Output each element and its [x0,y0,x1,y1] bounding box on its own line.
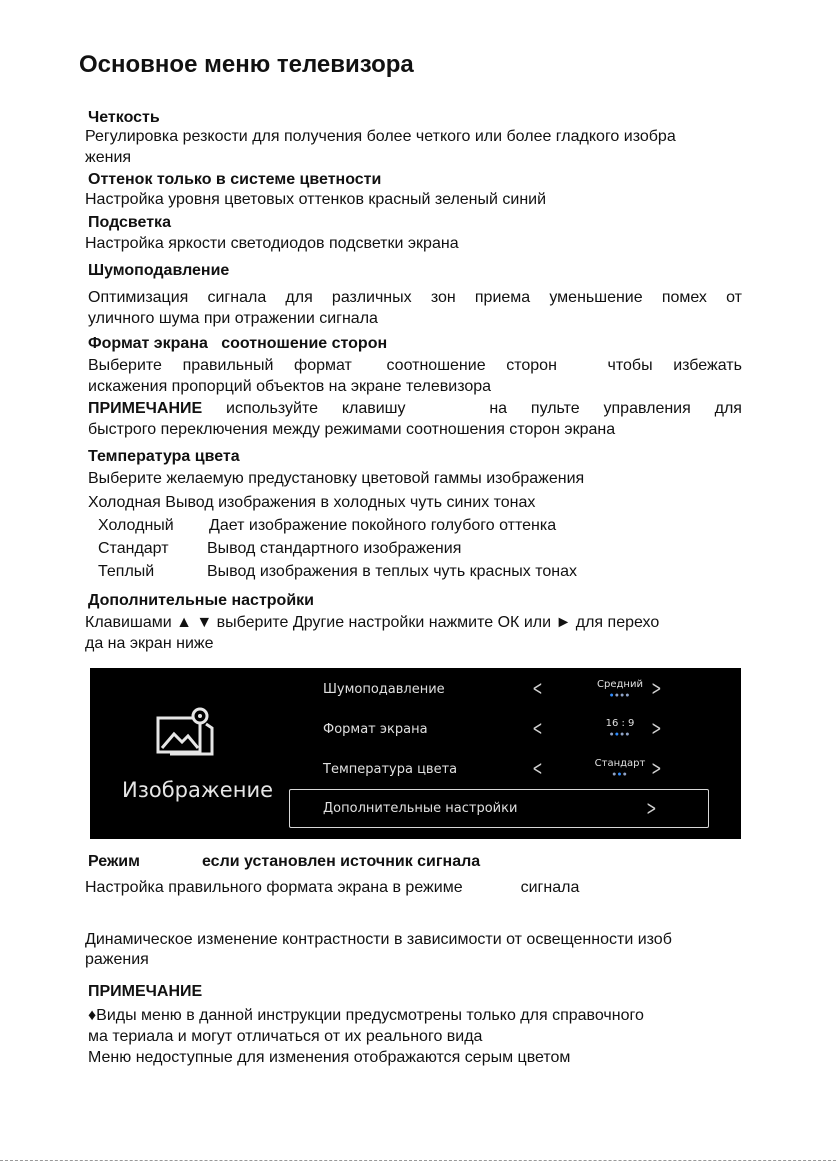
picture-icon [156,706,214,756]
advanced-text: Клавишами ▲ ▼ выберите Другие настройки нажмите ОК или ► для перехо [85,614,660,631]
aspect-note: ПРИМЕЧАНИЕ используйте клавишу на пульте управления для [88,400,742,417]
chevron-right-icon[interactable]: > [651,756,662,780]
page-edge-divider [0,1160,836,1162]
sharpness-heading: Четкость [88,109,160,126]
mode-heading: Режим если установлен источник сигнала [88,853,481,870]
chevron-left-icon[interactable]: < [532,676,543,700]
noise-text: Оптимизация сигнала для различных зон приема уменьшение помех от [88,289,742,306]
aspect-note-2: быстрого переключения между режимами соотношения сторон экрана [88,421,616,438]
backlight-text: Настройка яркости светодиодов подсветки экрана [85,235,459,252]
color-temp-option-standard-desc: Вывод стандартного изображения [207,540,462,557]
tv-menu-row-noise-label[interactable]: Шумоподавление [323,682,445,697]
value-indicator-dots: ●●●● [609,731,631,738]
color-temp-option-warm-desc: Вывод изображения в теплых чуть красных тонах [207,563,577,580]
advanced-text-2: да на экран ниже [85,635,214,652]
note-text-2: ма териала и могут отличаться от их реального вида [88,1028,483,1045]
tv-menu-row-temp-value: Стандарт [594,758,646,769]
sharpness-text: Регулировка резкости для получения более четкого или более гладкого изобра [85,128,676,145]
dynamic-text-2: ражения [85,951,149,968]
color-temp-text-2: Холодная Вывод изображения в холодных чуть синих тонах [88,494,536,511]
color-temp-heading: Температура цвета [88,448,240,465]
note-text: ♦Виды меню в данной инструкции предусмотрены только для справочного [88,1007,644,1024]
color-temp-option-cold-desc: Дает изображение покойного голубого оттенка [209,517,557,534]
noise-text-2: уличного шума при отражении сигнала [88,310,378,327]
tv-menu-advanced-label: Дополнительные настройки [323,801,518,816]
tint-text: Настройка уровня цветовых оттенков красный зеленый синий [85,191,547,208]
dynamic-text: Динамическое изменение контрастности в зависимости от освещенности изоб [85,931,672,948]
tv-menu-advanced-button[interactable] [289,789,709,828]
color-temp-text: Выберите желаемую предустановку цветовой гаммы изображения [88,470,585,487]
color-temp-option-cold: Холодный [98,517,174,534]
note-text-3: Меню недоступные для изменения отображаются серым цветом [88,1049,571,1066]
value-indicator-dots: ●●● [612,771,628,778]
aspect-heading: Формат экрана соотношение сторон [88,335,388,352]
tv-menu-row-aspect-value: 16 : 9 [605,718,635,729]
aspect-text-2: искажения пропорций объектов на экране телевизора [88,378,492,395]
tv-menu-row-noise-value: Средний [597,679,643,690]
note-heading: ПРИМЕЧАНИЕ [88,983,203,1000]
noise-heading: Шумоподавление [88,262,230,279]
chevron-right-icon[interactable]: > [651,716,662,740]
chevron-right-icon: > [646,796,657,820]
tint-heading: Оттенок только в системе цветности [88,171,382,188]
color-temp-option-standard: Стандарт [98,540,169,557]
backlight-heading: Подсветка [88,214,171,231]
aspect-text: Выберите правильный формат соотношение сторон чтобы избежать [88,357,742,374]
chevron-left-icon[interactable]: < [532,756,543,780]
tv-menu-panel [90,668,741,839]
color-temp-option-warm: Теплый [98,563,155,580]
tv-menu-row-aspect-label[interactable]: Формат экрана [323,722,428,737]
mode-text: Настройка правильного формата экрана в режиме сигнала [85,879,580,896]
chevron-right-icon[interactable]: > [651,676,662,700]
tv-menu-row-temp-label[interactable]: Температура цвета [323,762,458,777]
sharpness-text-2: жения [85,149,132,166]
chevron-left-icon[interactable]: < [532,716,543,740]
page-title: Основное меню телевизора [79,51,414,78]
tv-menu-title: Изображение [122,778,274,802]
advanced-heading: Дополнительные настройки [88,592,314,609]
value-indicator-dots: ●●●● [609,692,631,699]
